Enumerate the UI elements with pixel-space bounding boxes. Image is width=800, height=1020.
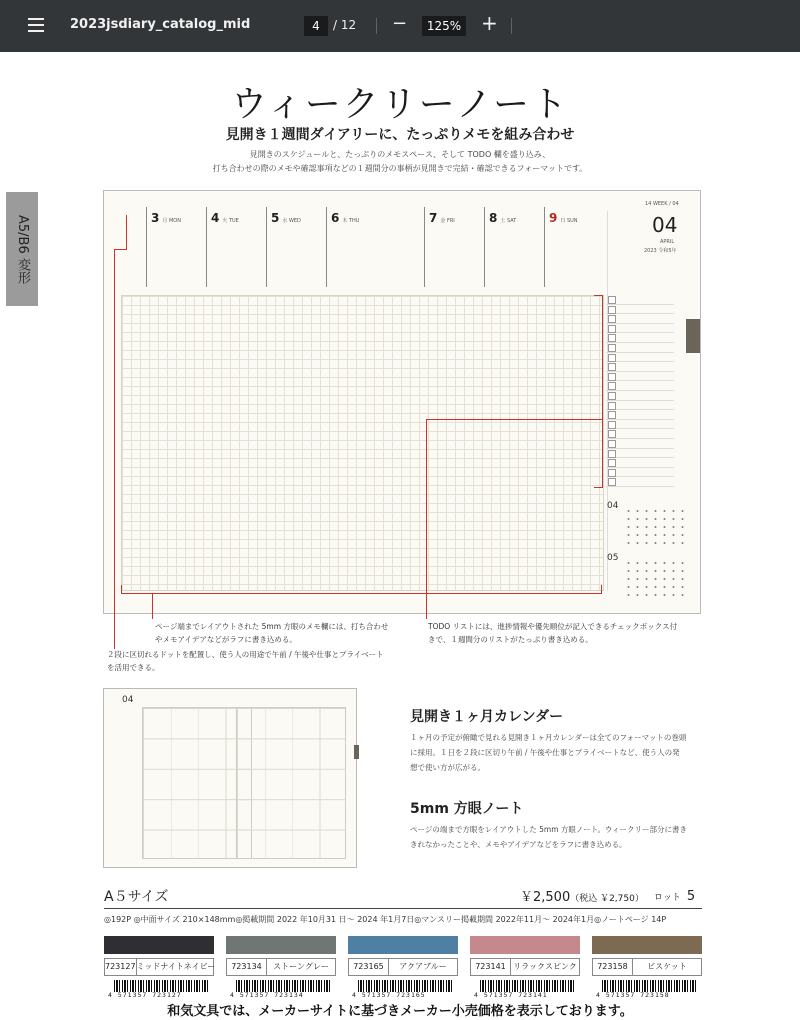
annotation-line: やメモアイデアなどがラフに書き込める。 (155, 635, 297, 644)
lot-label: ロット (654, 893, 681, 903)
description-line: に採用。１日を２段に区切り午前 / 午後や仕事とプライベートなど、使う人の発 (410, 748, 680, 757)
todo-checkbox-row (606, 353, 674, 363)
page-subtitle: 見開き１週間ダイアリーに、たっぷりメモを組み合わせ (225, 127, 575, 143)
annotation-line: ページ端までレイアウトされた 5mm 方眼のメモ欄には、打ち合わせ (155, 622, 389, 631)
todo-checkbox-row (606, 381, 674, 391)
todo-checkbox-row (606, 477, 674, 487)
product-variant (348, 936, 458, 999)
product-variant (104, 936, 214, 999)
todo-checkbox-row (606, 372, 674, 382)
todo-checkbox-row (606, 333, 674, 343)
price-disclaimer: 和気文具では、メーカーサイトに基づきメーカー小売価格を表示しております。 (167, 1004, 633, 1019)
day-name: 木 THU (342, 218, 360, 224)
price-value: ￥2,500 (520, 890, 571, 905)
toolbar-divider (376, 18, 377, 34)
annotation-todo (428, 620, 677, 646)
size-side-tab: A5/B6 変形 (6, 192, 38, 306)
annotation-line: ２段に区切れるドットを配置し、使う人の用途で午前 / 午後や仕事とプライベート (107, 650, 384, 659)
grid-note-section-title: 5mm 方眼ノート (410, 801, 524, 817)
day-name: 日 SUN (560, 218, 578, 224)
document-title: 2023jsdiary_catalog_mid (70, 17, 251, 32)
todo-list (606, 295, 674, 487)
product-divider (104, 908, 702, 909)
day-name: 月 MON (162, 218, 181, 224)
pdf-toolbar (0, 0, 800, 52)
mini-calendar (624, 507, 688, 547)
week-label: 14 WEEK / 04 (645, 201, 679, 207)
page-title: ウィークリーノート (230, 84, 570, 125)
callout-line (601, 585, 602, 594)
annotation-grid (155, 620, 388, 646)
callout-line (126, 215, 127, 249)
zoom-in-button[interactable]: + (481, 11, 498, 35)
index-tab (686, 319, 700, 353)
product-size: A５サイズ (104, 889, 169, 905)
callout-line (594, 487, 603, 488)
variant-color-name: アクアブルー (399, 962, 447, 971)
variant-color-name: ビスケット (647, 962, 687, 971)
description-line: 想で使い方が広がる。 (410, 763, 485, 772)
product-lot (654, 889, 695, 904)
document-page (0, 52, 800, 1020)
todo-checkbox-row (606, 295, 674, 305)
zoom-level-input[interactable]: 125% (422, 16, 466, 36)
todo-checkbox-row (606, 343, 674, 353)
variant-code-box (348, 958, 458, 976)
day-header (424, 207, 455, 287)
day-header (146, 207, 181, 287)
annotation-line: を活用できる。 (107, 663, 160, 672)
monthly-section-description (410, 730, 710, 775)
grid-note-section-description (410, 822, 710, 852)
variant-code-box (226, 958, 336, 976)
variant-code: 723134 (227, 959, 267, 975)
lot-value: 5 (686, 889, 696, 904)
month-name: APRIL (660, 239, 675, 245)
description-line: 打ち合わせの際のメモや確認事項などの１週間分の事柄が見開きで完結・確認できるフォーマットです。 (212, 164, 588, 173)
todo-checkbox-row (606, 410, 674, 420)
page-description (0, 148, 800, 176)
callout-line (426, 419, 602, 420)
day-number: 4 (211, 211, 220, 225)
price-tax: （税込 ￥2,750） (570, 894, 644, 904)
color-swatch (104, 936, 214, 954)
weekly-spread-illustration (103, 190, 701, 614)
description-line: ページの端まで方眼をレイアウトした 5mm 方眼ノート。ウィークリー部分に書き (410, 825, 688, 834)
day-number: 3 (151, 211, 160, 225)
product-specs: ◎192P ◎中面サイズ 210×148mm◎掲載期間 2022 年10月31 日～ 2024 年1月7日◎マンスリー掲載期間 2022年11月～ 2024年1月◎ノートページ 14P (104, 915, 667, 924)
day-name: 水 WED (282, 218, 301, 224)
variant-color-name: リラックスピンク (513, 962, 577, 971)
day-name: 火 TUE (222, 218, 239, 224)
todo-checkbox-row (606, 305, 674, 315)
monthly-section-title: 見開き１ヶ月カレンダー (410, 709, 564, 725)
grid-memo-area (121, 295, 604, 591)
day-number: 7 (429, 211, 438, 225)
todo-checkbox-row (606, 420, 674, 430)
menu-icon[interactable] (28, 18, 44, 32)
color-swatch (470, 936, 580, 954)
todo-checkbox-row (606, 449, 674, 459)
day-header (544, 207, 578, 287)
barcode-number: 4 571357 723165 (352, 991, 426, 999)
description-line: きれなかったことや、メモやアイデアなどをラフに書き込める。 (410, 840, 627, 849)
variant-code-box (470, 958, 580, 976)
callout-line (121, 585, 122, 594)
todo-checkbox-row (606, 324, 674, 334)
callout-line (114, 249, 115, 649)
day-number: 5 (271, 211, 280, 225)
page-number-input[interactable]: 4 (304, 16, 328, 36)
barcode-number: 4 571357 723158 (596, 991, 670, 999)
annotation-line: TODO リストには、進捗情報や優先順位が記入できるチェックボックス付 (428, 622, 678, 631)
day-header (206, 207, 239, 287)
todo-checkbox-row (606, 439, 674, 449)
variant-color-name: ストーングレー (273, 962, 329, 971)
product-price (520, 886, 644, 905)
color-swatch (226, 936, 336, 954)
annotation-line: きで、１週間分のリストがたっぷり書き込める。 (428, 635, 593, 644)
callout-line (594, 295, 603, 296)
zoom-out-button[interactable]: − (392, 13, 408, 34)
day-header (326, 207, 359, 287)
callout-line (114, 249, 127, 250)
mini-calendar (624, 559, 688, 599)
month-number: 04 (652, 213, 678, 237)
day-number: 9 (549, 211, 558, 225)
product-variant (592, 936, 702, 999)
index-tab (354, 745, 359, 759)
variant-code-box (592, 958, 702, 976)
callout-line (426, 419, 427, 619)
description-line: 見開きのスケジュールと、たっぷりのメモスペース、そして TODO 欄を盛り込み、 (249, 150, 551, 159)
year-label: 2023 令和5年 (644, 248, 677, 254)
todo-checkbox-row (606, 468, 674, 478)
monthly-month-label: 04 (122, 695, 134, 705)
page-total: / 12 (333, 18, 357, 32)
product-variant (226, 936, 336, 999)
day-header (484, 207, 516, 287)
todo-checkbox-row (606, 458, 674, 468)
barcode-number: 4 571357 723134 (230, 991, 304, 999)
product-variant (470, 936, 580, 999)
callout-line (121, 593, 601, 594)
day-number: 8 (489, 211, 498, 225)
barcode-number: 4 571357 723141 (474, 991, 548, 999)
color-swatch (592, 936, 702, 954)
todo-checkbox-row (606, 391, 674, 401)
todo-checkbox-row (606, 362, 674, 372)
variant-code-box (104, 958, 214, 976)
toolbar-divider (511, 18, 512, 34)
callout-line (152, 593, 153, 619)
day-name: 土 SAT (500, 218, 517, 224)
variant-code: 723158 (593, 959, 633, 975)
color-swatch (348, 936, 458, 954)
variant-code: 723165 (349, 959, 389, 975)
callout-line (602, 295, 603, 487)
day-name: 金 FRI (440, 218, 455, 224)
mini-calendar-label: 04 (607, 501, 619, 511)
todo-checkbox-row (606, 429, 674, 439)
barcode-number: 4 571357 723127 (108, 991, 182, 999)
monthly-grid-right (236, 707, 346, 859)
variant-color-name: ミッドナイトネイビー (136, 962, 216, 971)
day-number: 6 (331, 211, 340, 225)
variant-code: 723127 (105, 959, 137, 975)
todo-checkbox-row (606, 401, 674, 411)
variant-code: 723141 (471, 959, 511, 975)
day-header (266, 207, 301, 287)
annotation-dots (107, 648, 384, 674)
monthly-calendar-illustration (103, 688, 357, 868)
description-line: １ヶ月の予定が俯瞰で見れる見開き１ヶ月カレンダーは全てのフォーマットの巻頭 (410, 733, 687, 742)
mini-calendar-label: 05 (607, 553, 619, 563)
todo-checkbox-row (606, 314, 674, 324)
